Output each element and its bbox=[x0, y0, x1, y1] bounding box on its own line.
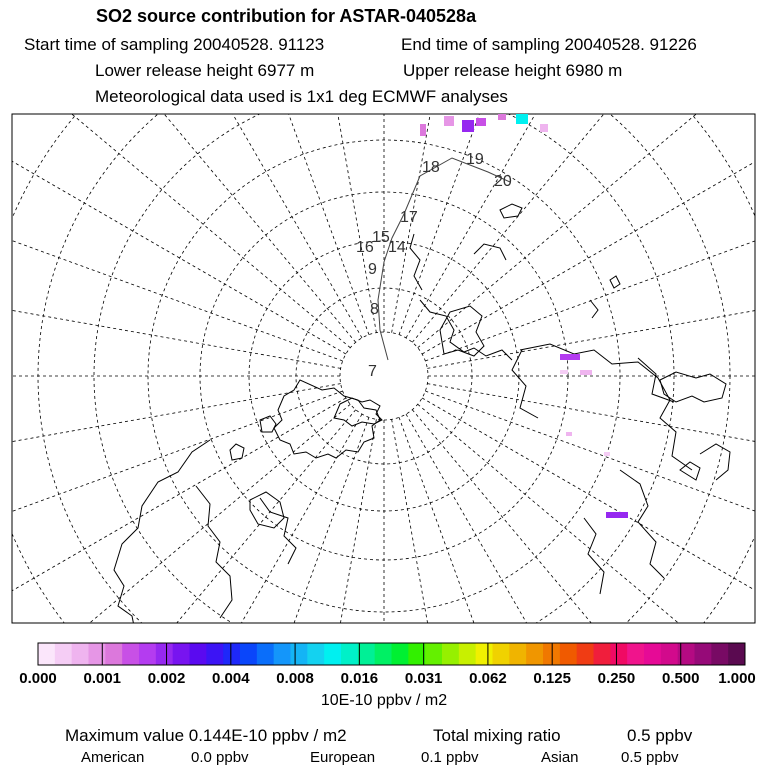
colorbar-swatch bbox=[307, 643, 324, 665]
european-label: European bbox=[310, 749, 376, 766]
colorbar-swatch bbox=[476, 643, 493, 665]
track-label: 9 bbox=[368, 261, 377, 278]
track-label: 15 bbox=[372, 229, 390, 246]
colorbar-swatch bbox=[493, 643, 510, 665]
colorbar-swatch bbox=[560, 643, 577, 665]
colorbar-swatch bbox=[291, 643, 308, 665]
colorbar-tick-label: 1.000 bbox=[718, 670, 756, 687]
colorbar-swatch bbox=[38, 643, 55, 665]
colorbar-swatch bbox=[206, 643, 223, 665]
total-mixing-value: 0.5 ppbv bbox=[627, 726, 693, 745]
colorbar-swatch bbox=[240, 643, 257, 665]
colorbar-tick-label: 0.004 bbox=[212, 670, 250, 687]
colorbar-swatch bbox=[442, 643, 459, 665]
colorbar-swatch bbox=[223, 643, 240, 665]
european-value: 0.1 ppbv bbox=[421, 749, 479, 766]
colorbar-tick-label: 0.016 bbox=[340, 670, 379, 687]
colorbar-swatch bbox=[257, 643, 274, 665]
colorbar-swatch bbox=[543, 643, 560, 665]
colorbar-tick-label: 0.031 bbox=[404, 670, 443, 687]
met-data-label: Meteorological data used is 1x1 deg ECMWF analyses bbox=[95, 87, 508, 106]
colorbar-swatch bbox=[122, 643, 139, 665]
colorbar-unit: 10E-10 ppbv / m2 bbox=[320, 692, 448, 709]
colorbar-swatch bbox=[610, 643, 627, 665]
track-label: 20 bbox=[494, 173, 512, 190]
asian-value: 0.5 ppbv bbox=[621, 749, 679, 766]
track-label: 18 bbox=[422, 159, 440, 176]
colorbar-tick-label: 0.002 bbox=[147, 670, 186, 687]
colorbar-swatch bbox=[55, 643, 72, 665]
colorbar-tick-label: 0.000 bbox=[19, 670, 57, 687]
colorbar bbox=[38, 643, 746, 665]
colorbar-swatch bbox=[728, 643, 745, 665]
colorbar-swatch bbox=[594, 643, 611, 665]
colorbar-swatch bbox=[695, 643, 712, 665]
american-label: American bbox=[81, 749, 145, 766]
asian-label: Asian bbox=[541, 749, 579, 766]
colorbar-tick-label: 0.125 bbox=[533, 670, 571, 687]
map-frame bbox=[12, 114, 755, 623]
colorbar-swatch bbox=[627, 643, 644, 665]
american-value: 0.0 ppbv bbox=[191, 749, 249, 766]
plot-title: SO2 source contribution for ASTAR-040528a bbox=[96, 6, 477, 26]
track-label: 7 bbox=[368, 363, 377, 380]
colorbar-swatch bbox=[375, 643, 392, 665]
track-label: 14 bbox=[388, 239, 406, 256]
colorbar-swatch bbox=[341, 643, 358, 665]
colorbar-swatch bbox=[392, 643, 409, 665]
track-label: 8 bbox=[370, 301, 379, 318]
start-time-label: Start time of sampling 20040528. 91123 bbox=[24, 35, 325, 54]
track-label: 16 bbox=[356, 239, 374, 256]
end-time-label: End time of sampling 20040528. 91226 bbox=[401, 35, 697, 54]
colorbar-swatch bbox=[408, 643, 425, 665]
colorbar-swatch bbox=[661, 643, 678, 665]
total-mixing-label: Total mixing ratio bbox=[433, 726, 561, 745]
colorbar-swatch bbox=[509, 643, 526, 665]
colorbar-swatch bbox=[459, 643, 476, 665]
colorbar-swatch bbox=[105, 643, 122, 665]
colorbar-swatch bbox=[358, 643, 375, 665]
colorbar-swatch bbox=[324, 643, 341, 665]
colorbar-tick-label: 0.250 bbox=[597, 670, 636, 687]
colorbar-swatch bbox=[577, 643, 594, 665]
track-label: 19 bbox=[466, 151, 484, 168]
colorbar-swatch bbox=[173, 643, 190, 665]
colorbar-swatch bbox=[526, 643, 543, 665]
colorbar-swatch bbox=[156, 643, 173, 665]
colorbar-swatch bbox=[644, 643, 661, 665]
colorbar-tick-label: 0.008 bbox=[276, 670, 314, 687]
colorbar-swatch bbox=[425, 643, 442, 665]
upper-release-label: Upper release height 6980 m bbox=[403, 61, 623, 80]
colorbar-tick-label: 0.500 bbox=[661, 670, 700, 687]
colorbar-swatch bbox=[139, 643, 156, 665]
colorbar-swatch bbox=[190, 643, 207, 665]
colorbar-tick-label: 0.001 bbox=[83, 670, 122, 687]
colorbar-swatch bbox=[274, 643, 291, 665]
max-value-label: Maximum value 0.144E-10 ppbv / m2 bbox=[65, 726, 347, 745]
track-label: 17 bbox=[400, 209, 418, 226]
lower-release-label: Lower release height 6977 m bbox=[95, 61, 315, 80]
colorbar-tick-label: 0.062 bbox=[469, 670, 507, 687]
colorbar-swatch bbox=[89, 643, 106, 665]
colorbar-swatch bbox=[711, 643, 728, 665]
colorbar-swatch bbox=[72, 643, 89, 665]
